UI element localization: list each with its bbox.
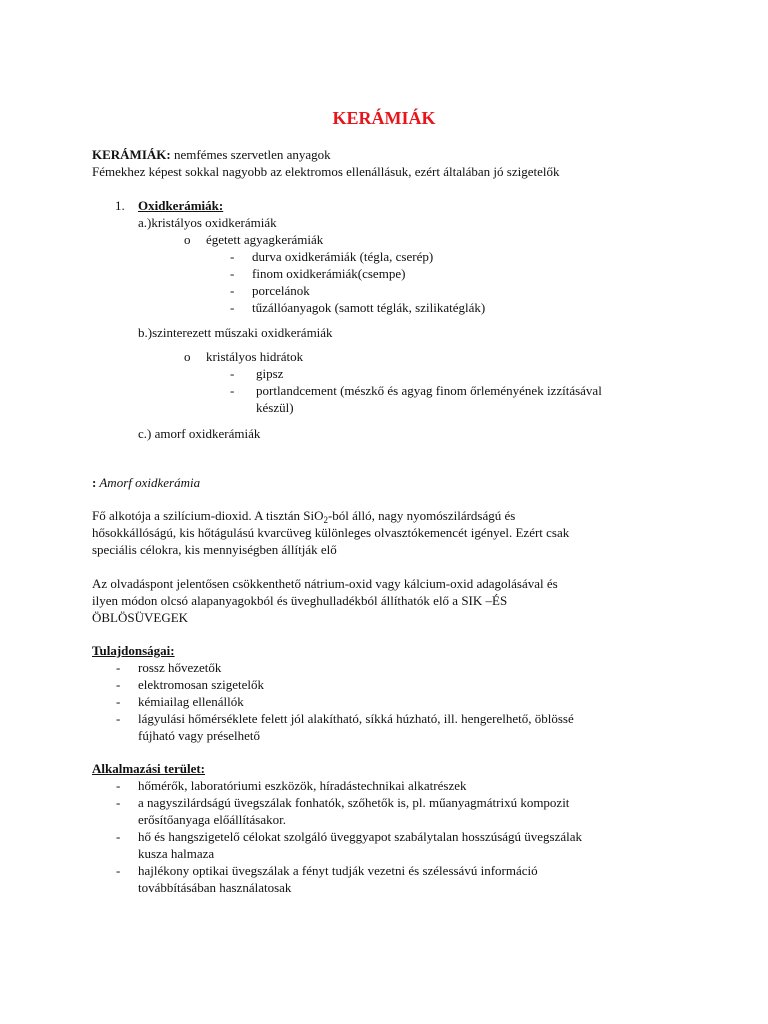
dash: - [116, 660, 121, 675]
outline-a-item: tűzállóanyagok (samott téglák, szilikatéglák) [252, 300, 486, 315]
dash: - [230, 249, 235, 264]
dash: - [116, 829, 121, 844]
para1-line: speciális célokra, kis mennyiségben állítják elő [92, 542, 337, 557]
property-item-continued: fújható vagy préselhető [138, 728, 261, 743]
outline-number: 1. [115, 198, 125, 213]
outline-a-item: durva oxidkerámiák (tégla, cserép) [252, 249, 434, 264]
dash: - [116, 677, 121, 692]
outline-b-item-continued: készül) [256, 400, 294, 415]
property-item: kémiailag ellenállók [138, 694, 244, 709]
application-item: hőmérők, laboratóriumi eszközök, híradástechnikai alkatrészek [138, 778, 467, 793]
intro-term: KERÁMIÁK: [92, 147, 171, 162]
dash: - [230, 300, 235, 315]
dash: - [230, 366, 235, 381]
para2-line: Az olvadáspont jelentősen csökkenthető nátrium-oxid vagy kálcium-oxid adagolásával és [92, 576, 558, 591]
dash: - [116, 778, 121, 793]
application-item-continued: erősítőanyaga előállításakor. [138, 812, 287, 827]
dash: - [230, 383, 235, 398]
property-item: rossz hővezetők [138, 660, 222, 675]
intro-definition: nemfémes szervetlen anyagok [170, 147, 331, 162]
dash: - [116, 863, 121, 878]
properties-heading: Tulajdonságai: [92, 643, 175, 658]
outline-a-label: a.)kristályos oxidkerámiák [138, 215, 277, 230]
application-item: a nagyszilárdságú üvegszálak fonhatók, szőhetők is, pl. műanyagmátrixú kompozit [138, 795, 570, 810]
application-item-continued: kusza halmaza [138, 846, 215, 861]
para1-text: -ból álló, nagy nyomószilárdságú és [327, 508, 516, 523]
bullet-marker: o [184, 232, 191, 247]
property-item: lágyulási hőmérséklete felett jól alakítható, síkká húzható, ill. hengerelhető, öblössé [138, 711, 574, 726]
outline-b-label: b.)szinterezett műszaki oxidkerámiák [138, 325, 333, 340]
property-item: elektromosan szigetelők [138, 677, 264, 692]
intro-line-1 [92, 146, 331, 163]
amorf-heading-line [92, 474, 200, 491]
outline-b-item: gipsz [256, 366, 284, 381]
intro-line-2: Fémekhez képest sokkal nagyobb az elektromos ellenállásuk, ezért általában jó szigetelők [92, 164, 560, 179]
para2-line: ÖBLÖSÜVEGEK [92, 610, 189, 625]
application-item: hő és hangszigetelő célokat szolgáló üveggyapot szabálytalan hosszúságú üvegszálak [138, 829, 583, 844]
application-item: hajlékony optikai üvegszálak a fényt tudják vezetni és szélessávú információ [138, 863, 538, 878]
amorf-heading: Amorf oxidkerámia [96, 475, 201, 490]
outline-a-item: porcelánok [252, 283, 310, 298]
outline-a-bullet: égetett agyagkerámiák [206, 232, 324, 247]
para1-text: Fő alkotója a szilícium-dioxid. A tisztán SiO [92, 508, 324, 523]
bullet-marker: o [184, 349, 191, 364]
outline-b-item: portlandcement (mészkő és agyag finom őrleményének izzításával [256, 383, 602, 398]
para1-line: hősokkállóságú, kis hőtágulású kvarcüveg különleges olvasztókemencét igényel. Ezért csak [92, 525, 570, 540]
page-title: KERÁMIÁK [332, 108, 436, 128]
para1-line [92, 507, 515, 524]
outline-b-bullet: kristályos hidrátok [206, 349, 304, 364]
applications-heading: Alkalmazási terület: [92, 761, 206, 776]
amorf-prefix: : [92, 475, 97, 490]
dash: - [116, 694, 121, 709]
dash: - [230, 283, 235, 298]
subscript: 2 [323, 515, 328, 525]
dash: - [116, 795, 121, 810]
outline-heading: Oxidkerámiák: [138, 198, 224, 213]
outline-c-label: c.) amorf oxidkerámiák [138, 426, 261, 441]
application-item-continued: továbbításában használatosak [138, 880, 292, 895]
para2-line: ilyen módon olcsó alapanyagokból és üveghulladékból állíthatók elő a SIK –ÉS [92, 593, 508, 608]
outline-a-item: finom oxidkerámiák(csempe) [252, 266, 406, 281]
dash: - [116, 711, 121, 726]
dash: - [230, 266, 235, 281]
